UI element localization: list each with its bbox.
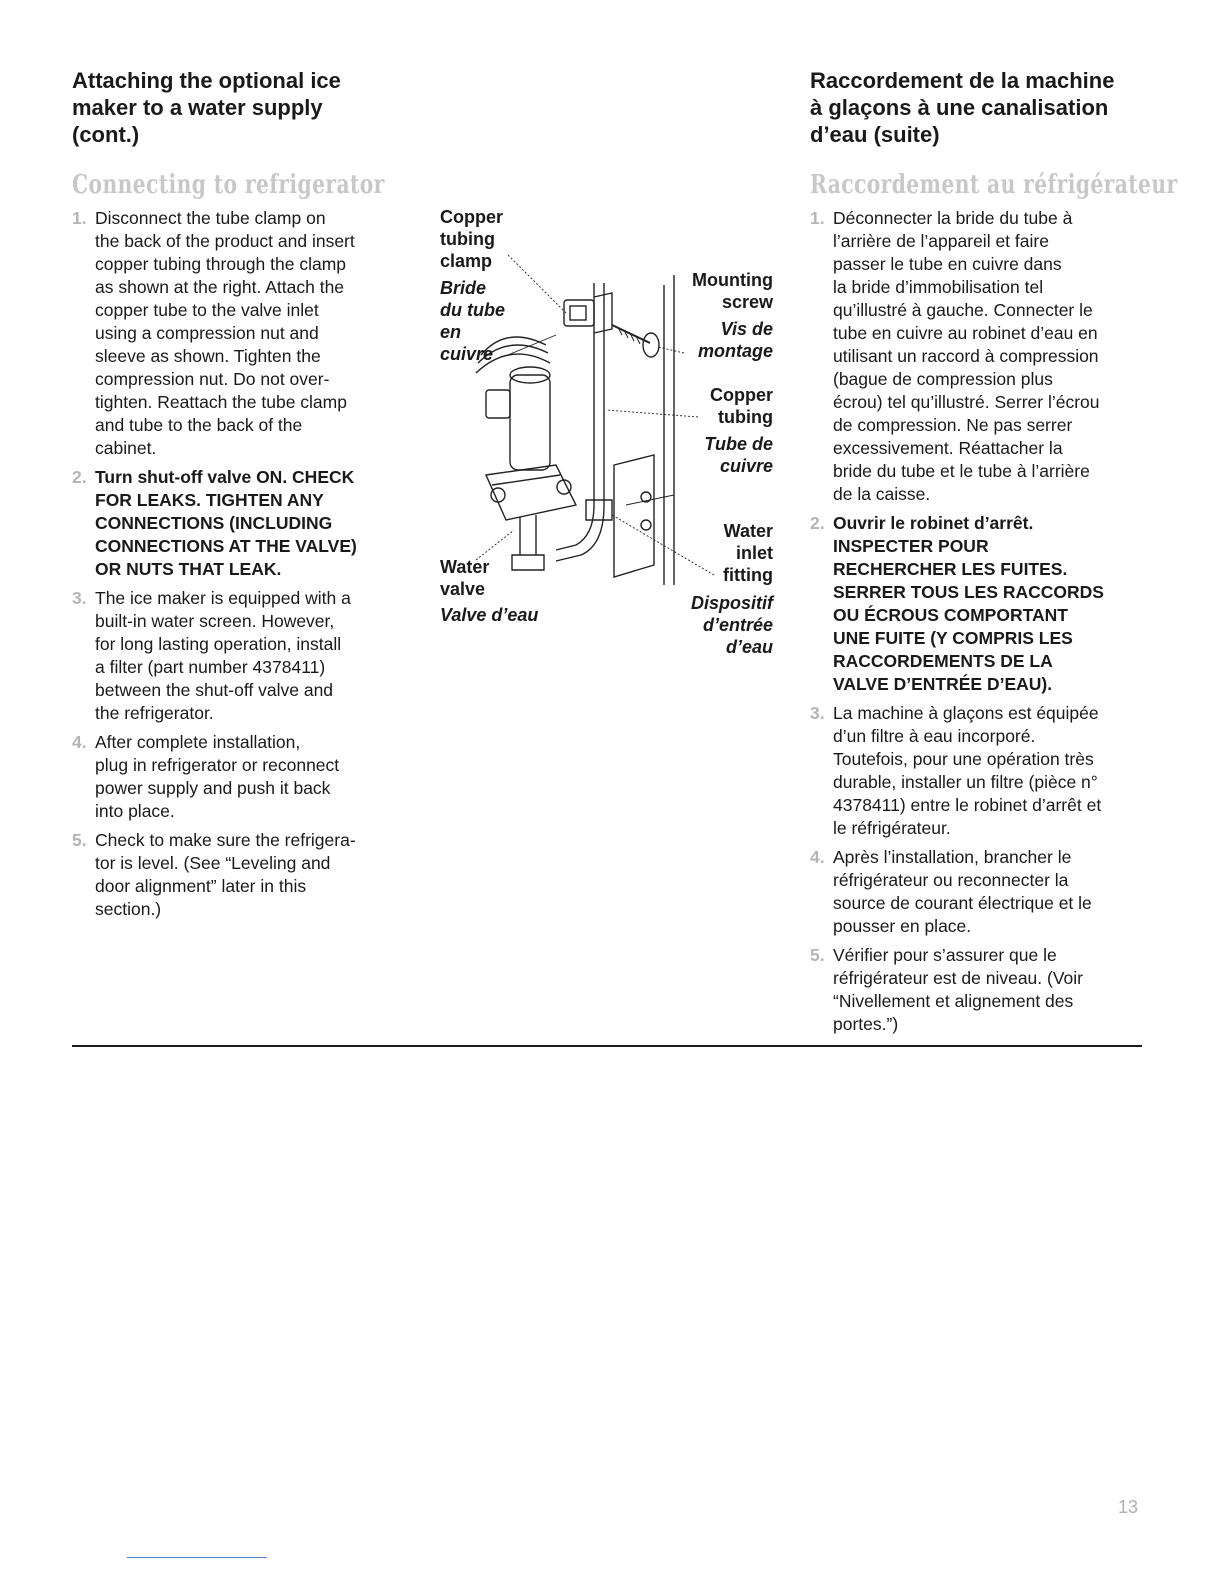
step-number: 4. <box>72 732 87 752</box>
text-line: section.) <box>95 899 162 919</box>
text-line: RECHERCHER LES FUITES. <box>833 559 1068 579</box>
text-line: “Nivellement et alignement des <box>833 991 1074 1011</box>
text-line: 4378411) entre le robinet d’arrêt et <box>833 795 1102 815</box>
page-number: 13 <box>1118 1497 1139 1517</box>
text-line: Ouvrir le robinet d’arrêt. <box>833 513 1034 533</box>
text-line: FOR LEAKS. TIGHTEN ANY <box>95 490 324 510</box>
text-line: UNE FUITE (Y COMPRIS LES <box>833 628 1073 648</box>
step-number: 4. <box>810 847 825 867</box>
ice-maker-connection-figure <box>436 205 781 660</box>
text-line: La machine à glaçons est équipée <box>833 703 1099 723</box>
text-line: RACCORDEMENTS DE LA <box>833 651 1053 671</box>
text-line: tor is level. (See “Leveling and <box>95 853 331 873</box>
text-line: d’un filtre à eau incorporé. <box>833 726 1036 746</box>
text-line: clamp <box>440 251 493 271</box>
text-line: between the shut-off valve and <box>95 680 334 700</box>
text-line: sleeve as shown. Tighten the <box>95 346 321 366</box>
step-number: 3. <box>810 703 825 723</box>
text-line: as shown at the right. Attach the <box>95 277 345 297</box>
step-text <box>833 847 1092 936</box>
text-line: INSPECTER POUR <box>833 536 989 556</box>
text-line: la bride d’immobilisation tel <box>833 277 1044 297</box>
text-line: Tube de <box>704 434 773 454</box>
text-line: Attaching the optional ice <box>72 68 341 93</box>
step-text <box>95 208 355 458</box>
text-line: l’arrière de l’appareil et faire <box>833 231 1049 251</box>
text-line: tubing <box>440 229 495 249</box>
text-line: a filter (part number 4378411) <box>95 657 326 677</box>
text-line: built-in water screen. However, <box>95 611 335 631</box>
french-steps-list <box>810 207 1155 1042</box>
text-line: excessivement. Réattacher la <box>833 438 1063 458</box>
english-steps-list <box>72 207 407 927</box>
english-section-heading <box>72 67 392 148</box>
text-line: tighten. Reattach the tube clamp <box>95 392 347 412</box>
text-line: Déconnecter la bride du tube à <box>833 208 1073 228</box>
water-valve-label <box>440 556 489 600</box>
text-line: d’eau <box>725 637 773 657</box>
text-line: valve <box>440 579 486 599</box>
text-line: power supply and push it back <box>95 778 331 798</box>
step-text <box>95 588 351 723</box>
step-text <box>95 830 356 919</box>
text-line: tube en cuivre au robinet d’eau en <box>833 323 1098 343</box>
text-line: OU ÉCROUS COMPORTANT <box>833 605 1068 625</box>
text-line: fitting <box>723 565 773 585</box>
text-line: for long lasting operation, install <box>95 634 342 654</box>
text-line: utilisant un raccord à compression <box>833 346 1099 366</box>
text-line: Toutefois, pour une opération très <box>833 749 1094 769</box>
step-item <box>72 731 407 823</box>
text-line: à glaçons à une canalisation <box>810 95 1109 120</box>
water-inlet-fitting-label <box>723 520 773 586</box>
step-item <box>810 207 1155 506</box>
text-line: passer le tube en cuivre dans <box>833 254 1062 274</box>
text-line: Water <box>440 557 490 577</box>
text-line: montage <box>697 341 773 361</box>
mounting-screw-label <box>692 269 773 313</box>
text-line: plug in refrigerator or reconnect <box>95 755 340 775</box>
text-line: into place. <box>95 801 175 821</box>
text-line: écrou) tel qu’illustré. Serrer l’écrou <box>833 392 1100 412</box>
text-line: bride du tube et le tube à l’arrière <box>833 461 1090 481</box>
step-item <box>810 846 1155 938</box>
text-line: en <box>440 322 462 342</box>
step-number: 5. <box>72 830 87 850</box>
footer-link-line <box>127 1557 267 1558</box>
text-line: cuivre <box>719 456 773 476</box>
text-line: Après l’installation, brancher le <box>833 847 1072 867</box>
step-item <box>72 466 407 581</box>
text-line: de compression. Ne pas serrer <box>833 415 1073 435</box>
text-line: source de courant électrique et le <box>833 893 1092 913</box>
step-item <box>810 702 1155 840</box>
vis-de-montage-label <box>698 318 773 362</box>
copper-tubing-clamp-label <box>440 206 503 272</box>
text-line: d’eau (suite) <box>810 122 940 147</box>
bride-du-tube-label <box>440 277 505 365</box>
step-number: 1. <box>810 208 825 228</box>
step-number: 5. <box>810 945 825 965</box>
text-line: After complete installation, <box>95 732 301 752</box>
text-line: qu’illustré à gauche. Connecter le <box>833 300 1093 320</box>
text-line: Disconnect the tube clamp on <box>95 208 326 228</box>
dispositif-label <box>691 592 773 658</box>
text-line: Turn shut-off valve ON. CHECK <box>95 467 355 487</box>
text-line: d’entrée <box>702 615 773 635</box>
step-item <box>72 207 407 460</box>
step-item <box>810 512 1155 696</box>
text-line: maker to a water supply <box>72 95 323 120</box>
step-number: 2. <box>810 513 825 533</box>
text-line: Dispositif <box>690 593 773 613</box>
text-line: durable, installer un filtre (pièce n° <box>833 772 1098 792</box>
text-line: SERRER TOUS LES RACCORDS <box>833 582 1104 602</box>
step-item <box>72 829 407 921</box>
text-line: inlet <box>735 543 773 563</box>
text-line: compression nut. Do not over- <box>95 369 330 389</box>
text-line: réfrigérateur est de niveau. (Voir <box>833 968 1083 988</box>
french-section-heading <box>810 67 1150 148</box>
english-subheading: Connecting to refrigerator <box>72 170 385 200</box>
tube-de-cuivre-label <box>704 433 773 477</box>
text-line: and tube to the back of the <box>95 415 303 435</box>
step-text <box>833 703 1101 838</box>
step-item <box>810 944 1155 1036</box>
text-line: CONNECTIONS (INCLUDING <box>95 513 333 533</box>
copper-tubing-label <box>710 384 773 428</box>
step-number: 1. <box>72 208 87 228</box>
text-line: Water <box>723 521 773 541</box>
step-text <box>833 945 1083 1034</box>
text-line: screw <box>721 292 773 312</box>
text-line: (bague de compression plus <box>833 369 1053 389</box>
text-line: the back of the product and insert <box>95 231 355 251</box>
text-line: du tube <box>440 300 505 320</box>
text-line: portes.”) <box>833 1014 899 1034</box>
text-line: Raccordement de la machine <box>810 68 1115 93</box>
text-line: copper tubing through the clamp <box>95 254 346 274</box>
step-text <box>833 208 1100 504</box>
text-line: VALVE D’ENTRÉE D’EAU). <box>833 674 1053 694</box>
text-line: le réfrigérateur. <box>833 818 951 838</box>
step-text <box>95 467 357 579</box>
text-line: OR NUTS THAT LEAK. <box>95 559 282 579</box>
text-line: réfrigérateur ou reconnecter la <box>833 870 1069 890</box>
step-item <box>72 587 407 725</box>
text-line: Bride <box>440 278 487 298</box>
text-line: copper tube to the valve inlet <box>95 300 319 320</box>
text-line: Copper <box>440 207 503 227</box>
text-line: cabinet. <box>95 438 157 458</box>
text-line: Vérifier pour s’assurer que le <box>833 945 1057 965</box>
text-line: The ice maker is equipped with a <box>95 588 351 608</box>
valve-deau-label: Valve d’eau <box>440 605 539 625</box>
text-line: CONNECTIONS AT THE VALVE) <box>95 536 357 556</box>
step-number: 3. <box>72 588 87 608</box>
text-line: the refrigerator. <box>95 703 214 723</box>
text-line: Vis de <box>720 319 773 339</box>
text-line: de la caisse. <box>833 484 931 504</box>
text-line: (cont.) <box>72 122 140 147</box>
step-number: 2. <box>72 467 87 487</box>
text-line: using a compression nut and <box>95 323 319 343</box>
text-line: tubing <box>718 407 773 427</box>
french-subheading: Raccordement au réfrigérateur <box>810 170 1178 200</box>
text-line: Copper <box>710 385 773 405</box>
step-text <box>833 513 1104 694</box>
step-text <box>95 732 339 821</box>
text-line: Check to make sure the refrigera- <box>95 830 356 850</box>
text-line: door alignment” later in this <box>95 876 307 896</box>
text-line: pousser en place. <box>833 916 972 936</box>
section-divider <box>72 1045 1142 1047</box>
text-line: Mounting <box>692 270 773 290</box>
text-line: cuivre <box>440 344 494 364</box>
